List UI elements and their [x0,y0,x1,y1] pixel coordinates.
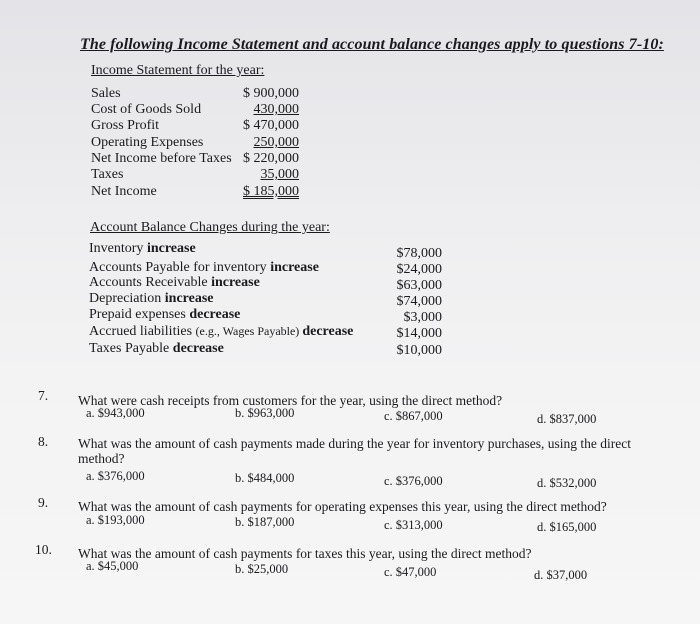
is-value-gross-profit: $ 470,000 [243,118,299,133]
bc-label-accrued-liabilities: Accrued liabilities (e.g., Wages Payable) decrease [89,324,354,339]
question-8-number: 8. [38,434,49,449]
is-label-cogs: Cost of Goods Sold [91,102,202,117]
question-10-option-d: d. $37,000 [534,568,588,582]
question-7-option-b: b. $963,000 [235,406,295,420]
question-8-option-a: a. $376,000 [86,469,145,483]
question-10-text: What was the amount of cash payments for taxes this year, using the direct method? [78,546,532,561]
bc-value-accounts-payable: $24,000 [396,262,442,277]
is-label-income-before-taxes: Net Income before Taxes [91,151,232,166]
question-10-option-a: a. $45,000 [86,559,139,573]
bc-label-depreciation: Depreciation increase [89,291,214,306]
question-7-number: 7. [38,388,49,403]
question-7-option-d: d. $837,000 [537,412,597,426]
question-8-option-c: c. $376,000 [384,474,443,488]
question-10-option-b: b. $25,000 [235,562,289,576]
bc-value-accrued-liabilities: $14,000 [396,326,442,341]
question-9-option-a: a. $193,000 [86,513,145,527]
is-value-operating-expenses: 250,000 [253,135,299,150]
question-9-text: What was the amount of cash payments for operating expenses this year, using the direct method? [78,499,607,514]
bc-value-accounts-receivable: $63,000 [396,278,442,293]
page-title: The following Income Statement and account balance changes apply to questions 7-10: [80,36,664,53]
question-9-option-c: c. $313,000 [384,518,443,532]
question-8-text-cont: method? [78,451,125,466]
bc-value-depreciation: $74,000 [396,294,442,309]
is-value-net-income: $ 185,000 [243,184,299,199]
is-value-cogs: 430,000 [253,102,299,117]
is-value-taxes: 35,000 [260,167,299,182]
bc-label-prepaid-expenses: Prepaid expenses decrease [89,307,241,322]
question-10-number: 10. [35,542,52,557]
bc-value-prepaid-expenses: $3,000 [403,310,442,325]
is-label-operating-expenses: Operating Expenses [91,135,204,150]
is-label-gross-profit: Gross Profit [91,118,160,133]
bc-value-taxes-payable: $10,000 [396,343,442,358]
question-7-text: What were cash receipts from customers for the year, using the direct method? [78,393,503,408]
question-8-option-d: d. $532,000 [537,476,597,490]
bc-label-taxes-payable: Taxes Payable decrease [89,341,224,356]
question-10-option-c: c. $47,000 [384,565,437,579]
is-value-income-before-taxes: $ 220,000 [243,151,299,166]
question-7-option-a: a. $943,000 [86,406,145,420]
balance-changes-heading: Account Balance Changes during the year: [90,220,330,235]
question-8-text: What was the amount of cash payments made during the year for inventory purchases, using the direct [78,436,631,451]
question-8-option-b: b. $484,000 [235,471,295,485]
is-value-sales: $ 900,000 [243,86,299,101]
bc-label-accounts-receivable: Accounts Receivable increase [89,275,260,290]
bc-label-accounts-payable: Accounts Payable for inventory increase [89,260,319,275]
question-7-option-c: c. $867,000 [384,409,443,423]
is-label-taxes: Taxes [91,167,124,182]
question-9-option-d: d. $165,000 [537,520,597,534]
is-label-net-income: Net Income [91,184,157,199]
bc-value-inventory: $78,000 [396,246,442,261]
bc-label-inventory: Inventory increase [89,241,196,256]
is-label-sales: Sales [91,86,121,101]
question-9-number: 9. [38,495,49,510]
income-statement-heading: Income Statement for the year: [91,63,265,78]
question-9-option-b: b. $187,000 [235,515,295,529]
